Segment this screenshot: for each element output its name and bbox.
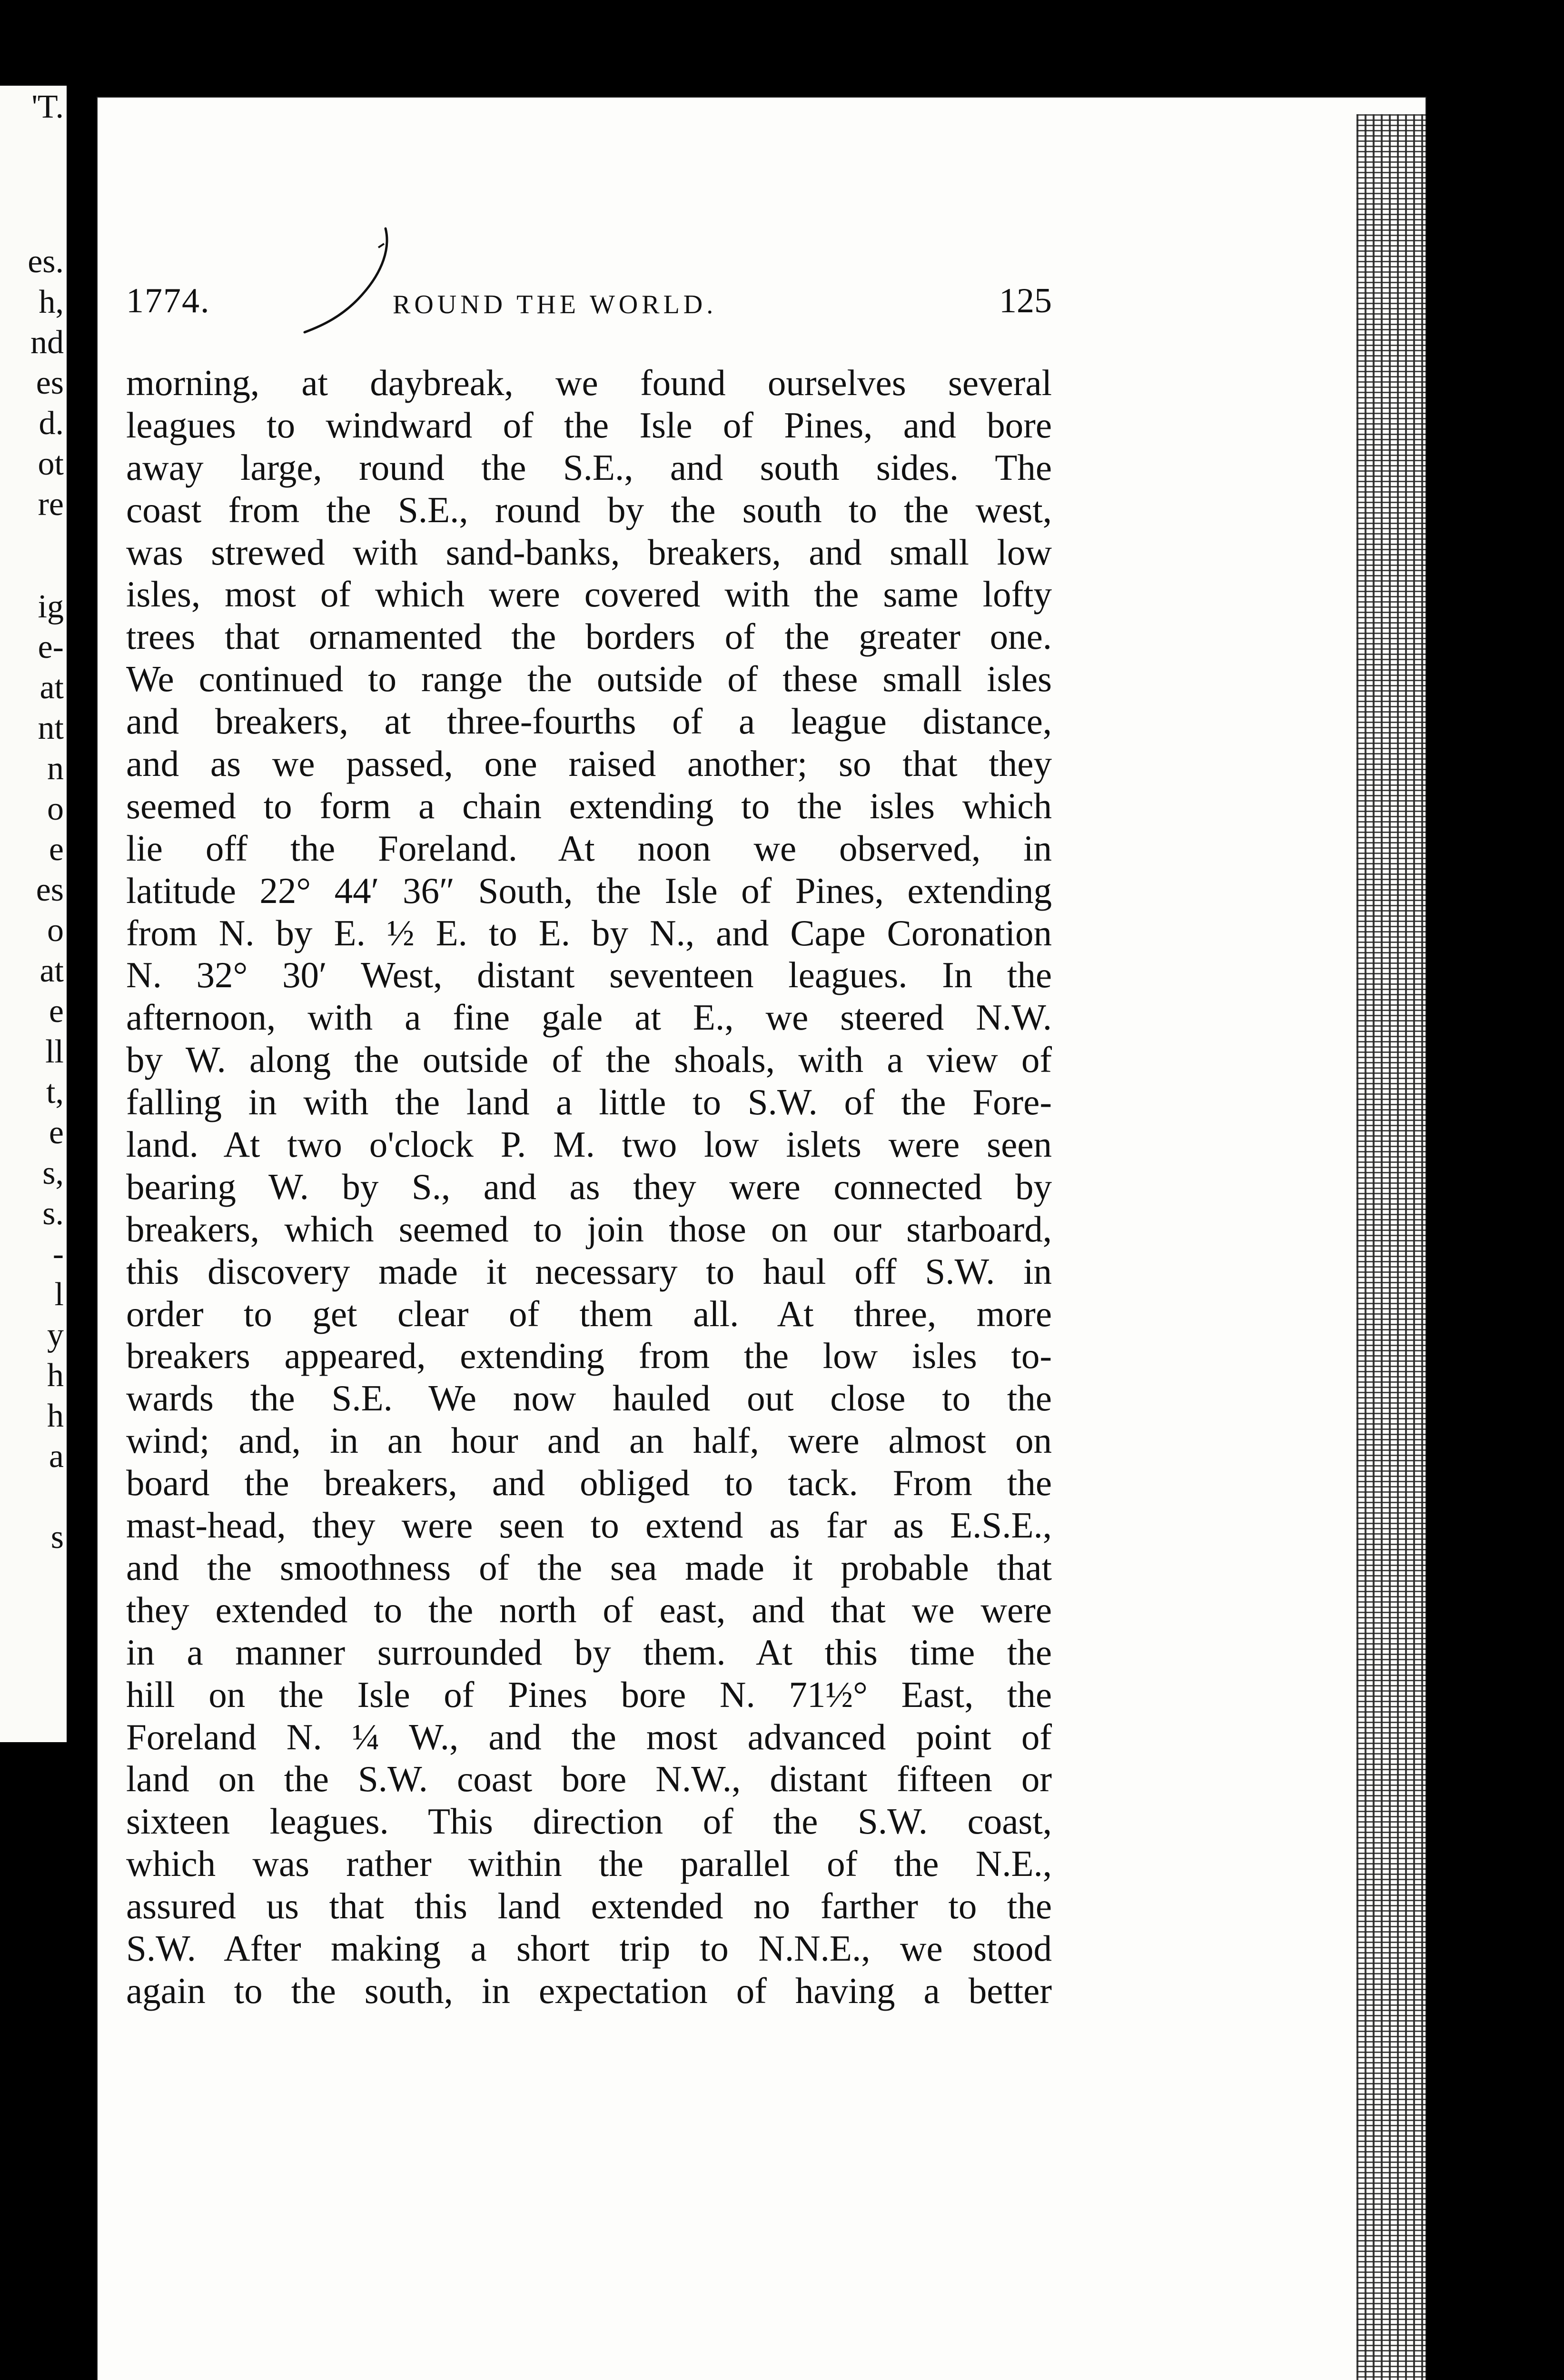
text-line: this discovery made it necessary to haul off S.W. in bbox=[126, 1250, 1052, 1292]
facing-page-fragment: ot bbox=[38, 446, 64, 482]
text-line: was strewed with sand-banks, breakers, and small low bbox=[126, 531, 1052, 573]
facing-page-fragment: es bbox=[36, 872, 64, 908]
facing-page-fragment: n bbox=[47, 750, 64, 787]
text-line: morning, at daybreak, we found ourselves several bbox=[126, 362, 1052, 403]
text-line: land on the S.W. coast bore N.W., distant fifteen or bbox=[126, 1758, 1052, 1800]
facing-page-fragment: a bbox=[49, 1438, 64, 1475]
facing-page-fragment: y bbox=[47, 1317, 64, 1353]
text-line: afternoon, with a fine gale at E., we steered N.W. bbox=[126, 997, 1052, 1038]
text-line: which was rather within the parallel of the N.E., bbox=[126, 1843, 1052, 1884]
text-line: they extended to the north of east, and that we were bbox=[126, 1589, 1052, 1630]
facing-page-fragment: e bbox=[49, 1114, 64, 1151]
text-line: order to get clear of them all. At three, more bbox=[126, 1293, 1052, 1334]
facing-page-fragment: l bbox=[54, 1276, 64, 1313]
facing-page-fragment: s bbox=[50, 1519, 64, 1556]
text-line: breakers, which seemed to join those on our starboard, bbox=[126, 1208, 1052, 1250]
facing-page-sliver bbox=[0, 86, 67, 1742]
text-line: leagues to windward of the Isle of Pines, and bore bbox=[126, 404, 1052, 446]
text-line: from N. by E. ½ E. to E. by N., and Cape Coronation bbox=[126, 912, 1052, 953]
text-line: sixteen leagues. This direction of the S.W. coast, bbox=[126, 1801, 1052, 1842]
facing-page-fragment: o bbox=[47, 791, 64, 827]
facing-page-fragment: es. bbox=[28, 243, 64, 280]
text-line: breakers appeared, extending from the low isles to- bbox=[126, 1335, 1052, 1377]
facing-page-fragment: d. bbox=[39, 405, 64, 442]
page-number: 125 bbox=[999, 281, 1052, 320]
facing-page-fragment: 'T. bbox=[31, 89, 64, 125]
facing-page-fragment: nt bbox=[38, 710, 64, 746]
facing-page-fragment: nd bbox=[30, 324, 64, 361]
facing-page-fragment: re bbox=[38, 486, 64, 523]
text-line: and breakers, at three-fourths of a league distance, bbox=[126, 701, 1052, 742]
text-line: by W. along the outside of the shoals, with a view of bbox=[126, 1039, 1052, 1081]
body-text bbox=[126, 362, 1052, 2012]
text-line: coast from the S.E., round by the south to the west, bbox=[126, 489, 1052, 530]
page-edge-shadow bbox=[1356, 114, 1442, 2380]
text-line: seemed to form a chain extending to the isles which bbox=[126, 785, 1052, 826]
facing-page-fragment: e- bbox=[38, 629, 64, 665]
text-line: away large, round the S.E., and south sides. The bbox=[126, 446, 1052, 488]
text-line: land. At two o'clock P. M. two low islets were seen bbox=[126, 1124, 1052, 1165]
facing-page-fragment: h bbox=[47, 1398, 64, 1434]
text-line: bearing W. by S., and as they were connected by bbox=[126, 1166, 1052, 1207]
running-head-title: ROUND THE WORLD. bbox=[393, 290, 717, 319]
text-line: and as we passed, one raised another; so that they bbox=[126, 743, 1052, 784]
facing-page-fragment: s. bbox=[42, 1195, 64, 1232]
facing-page-fragment: ll bbox=[45, 1033, 64, 1070]
text-line: We continued to range the outside of these small isles bbox=[126, 658, 1052, 700]
text-line: Foreland N. ¼ W., and the most advanced point of bbox=[126, 1716, 1052, 1757]
text-line: assured us that this land extended no farther to the bbox=[126, 1885, 1052, 1927]
facing-page-fragment: h bbox=[47, 1357, 64, 1394]
facing-page-fragment: s, bbox=[42, 1155, 64, 1191]
text-line: wind; and, in an hour and an half, were almost on bbox=[126, 1420, 1052, 1461]
facing-page-fragment: at bbox=[40, 669, 64, 706]
text-line: trees that ornamented the borders of the greater one. bbox=[126, 616, 1052, 657]
facing-page-fragment: at bbox=[40, 952, 64, 989]
text-line: board the breakers, and obliged to tack. From the bbox=[126, 1462, 1052, 1504]
facing-page-fragment: ig bbox=[38, 588, 64, 625]
text-line: hill on the Isle of Pines bore N. 71½° East, the bbox=[126, 1674, 1052, 1715]
text-line: latitude 22° 44′ 36″ South, the Isle of Pines, extending bbox=[126, 870, 1052, 911]
text-line: in a manner surrounded by them. At this time the bbox=[126, 1631, 1052, 1673]
text-line: lie off the Foreland. At noon we observed, in bbox=[126, 827, 1052, 869]
text-line: falling in with the land a little to S.W. of the Fore- bbox=[126, 1081, 1052, 1123]
text-line: and the smoothness of the sea made it probable that bbox=[126, 1547, 1052, 1588]
running-head bbox=[126, 281, 1052, 333]
text-line: N. 32° 30′ West, distant seventeen leagues. In the bbox=[126, 954, 1052, 996]
facing-page-fragment: e bbox=[49, 831, 64, 868]
facing-page-fragment: - bbox=[52, 1236, 64, 1272]
facing-page-fragment: t, bbox=[46, 1074, 64, 1111]
facing-page-fragment: e bbox=[49, 993, 64, 1030]
text-line: mast-head, they were seen to extend as far as E.S.E., bbox=[126, 1505, 1052, 1546]
facing-page-fragment: es bbox=[36, 365, 64, 401]
text-line: S.W. After making a short trip to N.N.E., we stood bbox=[126, 1927, 1052, 1969]
text-line: wards the S.E. We now hauled out close to the bbox=[126, 1378, 1052, 1419]
text-line: again to the south, in expectation of having a better bbox=[126, 1970, 1052, 2011]
text-line: isles, most of which were covered with the same lofty bbox=[126, 574, 1052, 615]
facing-page-fragment: o bbox=[47, 912, 64, 949]
running-head-year: 1774. bbox=[126, 281, 210, 320]
facing-page-fragment: h, bbox=[39, 284, 64, 320]
